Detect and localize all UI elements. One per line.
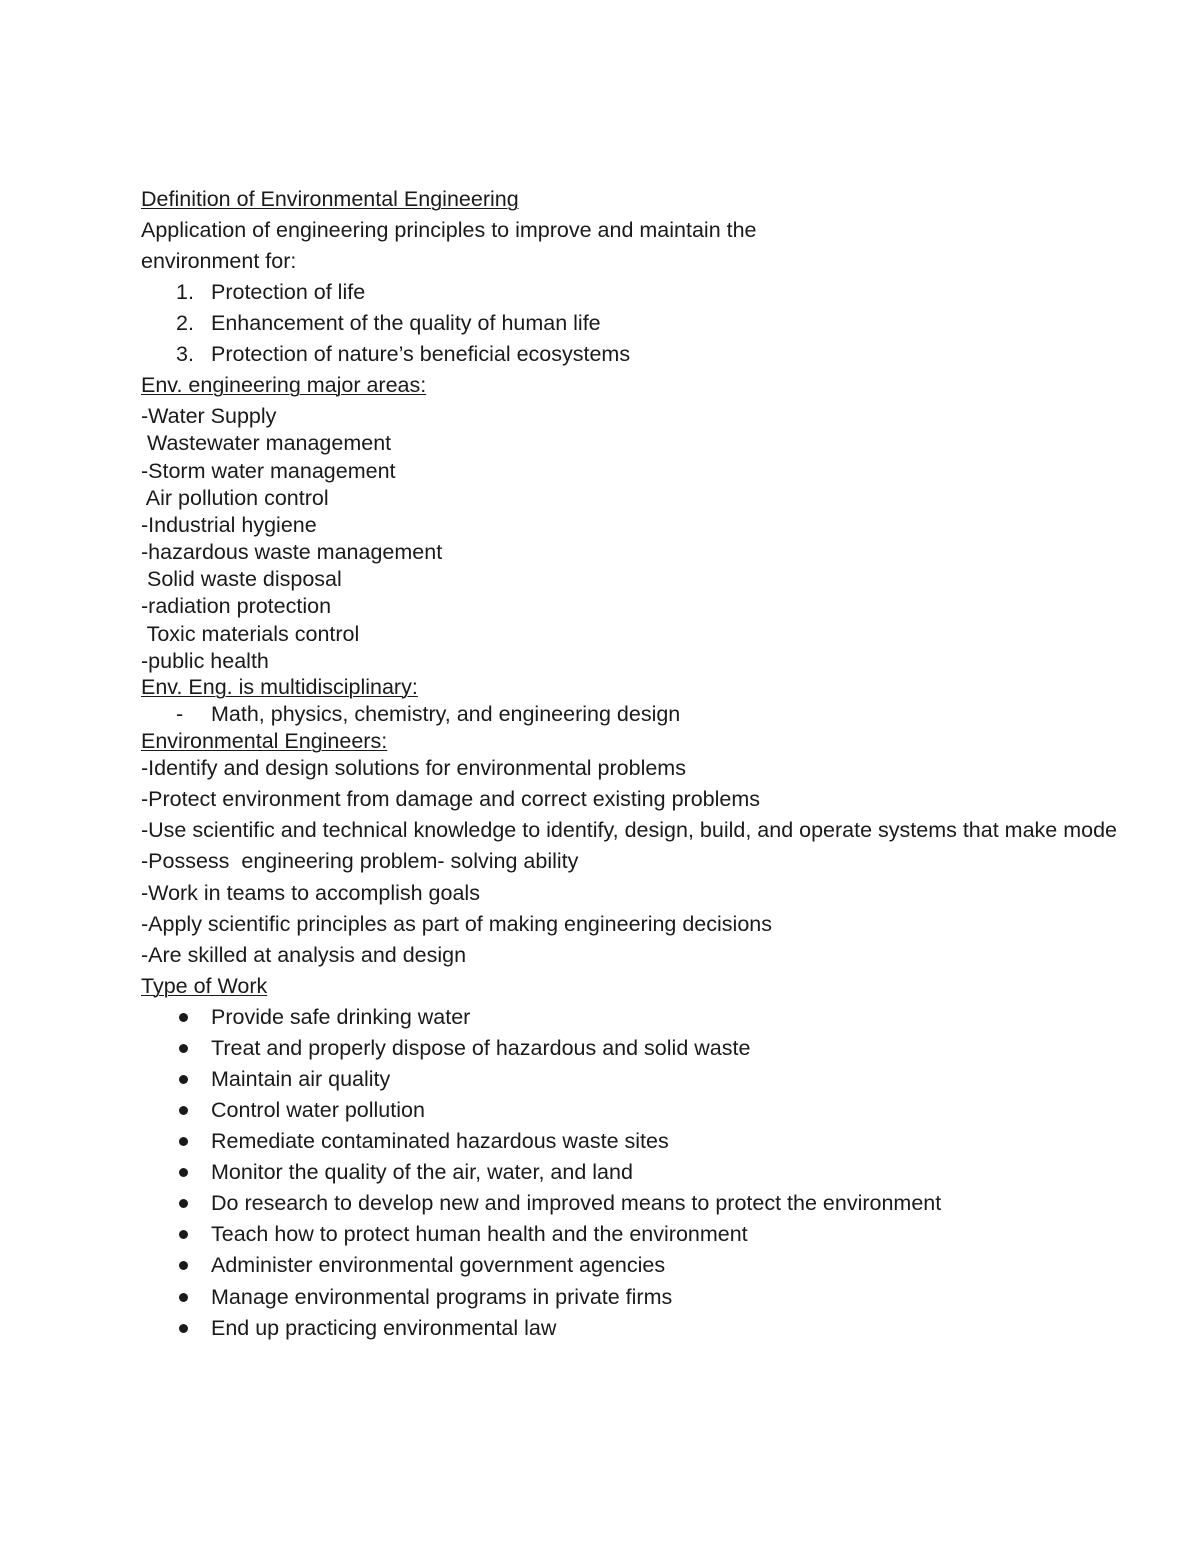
area-item: -Storm water management bbox=[141, 459, 396, 483]
engineers-item: -Identify and design solutions for environmental problems bbox=[141, 756, 686, 780]
engineers-item: -Possess engineering problem- solving ability bbox=[141, 849, 579, 873]
area-item: Air pollution control bbox=[141, 486, 329, 510]
bullet-icon bbox=[179, 1261, 188, 1270]
bullet-icon bbox=[179, 1106, 188, 1115]
work-list-item: Do research to develop new and improved means to protect the environment bbox=[211, 1191, 942, 1215]
area-item: Solid waste disposal bbox=[141, 567, 342, 591]
work-list-item: Control water pollution bbox=[211, 1098, 425, 1122]
engineers-item: -Apply scientific principles as part of making engineering decisions bbox=[141, 912, 772, 936]
engineers-item: -Are skilled at analysis and design bbox=[141, 943, 467, 967]
major-areas-heading: Env. engineering major areas: bbox=[141, 373, 427, 397]
bullet-icon bbox=[179, 1324, 188, 1333]
work-list-item: Remediate contaminated hazardous waste sites bbox=[211, 1129, 669, 1153]
area-item: Toxic materials control bbox=[141, 622, 360, 646]
work-list-item: Treat and properly dispose of hazardous and solid waste bbox=[211, 1036, 751, 1060]
list-number: 2. bbox=[176, 311, 194, 335]
type-of-work-heading: Type of Work bbox=[141, 974, 268, 998]
numbered-list-item: Protection of nature’s beneficial ecosystems bbox=[211, 342, 631, 366]
definition-text-line-1: Application of engineering principles to improve and maintain the bbox=[141, 218, 757, 242]
bullet-icon bbox=[179, 1013, 188, 1022]
numbered-list-item: Protection of life bbox=[211, 280, 366, 304]
bullet-icon bbox=[179, 1044, 188, 1053]
dash-marker: - bbox=[176, 702, 184, 726]
engineers-heading: Environmental Engineers: bbox=[141, 729, 388, 753]
bullet-icon bbox=[179, 1199, 188, 1208]
area-item: -Industrial hygiene bbox=[141, 513, 317, 537]
multidisciplinary-item: Math, physics, chemistry, and engineering design bbox=[211, 702, 681, 726]
multidisciplinary-heading: Env. Eng. is multidisciplinary: bbox=[141, 675, 418, 699]
numbered-list-item: Enhancement of the quality of human life bbox=[211, 311, 601, 335]
list-number: 3. bbox=[176, 342, 194, 366]
work-list-item: Manage environmental programs in private firms bbox=[211, 1285, 673, 1309]
engineers-item: -Use scientific and technical knowledge to identify, design, build, and operate systems that make mode bbox=[141, 818, 1117, 842]
area-item: -radiation protection bbox=[141, 594, 332, 618]
work-list-item: Administer environmental government agencies bbox=[211, 1253, 666, 1277]
work-list-item: Provide safe drinking water bbox=[211, 1005, 471, 1029]
list-number: 1. bbox=[176, 280, 194, 304]
work-list-item: End up practicing environmental law bbox=[211, 1316, 557, 1340]
area-item: -public health bbox=[141, 649, 269, 673]
bullet-icon bbox=[179, 1075, 188, 1084]
bullet-icon bbox=[179, 1230, 188, 1239]
area-item: -hazardous waste management bbox=[141, 540, 443, 564]
work-list-item: Monitor the quality of the air, water, and land bbox=[211, 1160, 633, 1184]
engineers-item: -Protect environment from damage and correct existing problems bbox=[141, 787, 760, 811]
area-item: Wastewater management bbox=[141, 431, 392, 455]
bullet-icon bbox=[179, 1168, 188, 1177]
definition-heading: Definition of Environmental Engineering bbox=[141, 187, 519, 211]
bullet-icon bbox=[179, 1293, 188, 1302]
work-list-item: Maintain air quality bbox=[211, 1067, 391, 1091]
work-list-item: Teach how to protect human health and the environment bbox=[211, 1222, 748, 1246]
definition-text-line-2: environment for: bbox=[141, 249, 297, 273]
area-item: -Water Supply bbox=[141, 404, 277, 428]
bullet-icon bbox=[179, 1137, 188, 1146]
engineers-item: -Work in teams to accomplish goals bbox=[141, 881, 480, 905]
